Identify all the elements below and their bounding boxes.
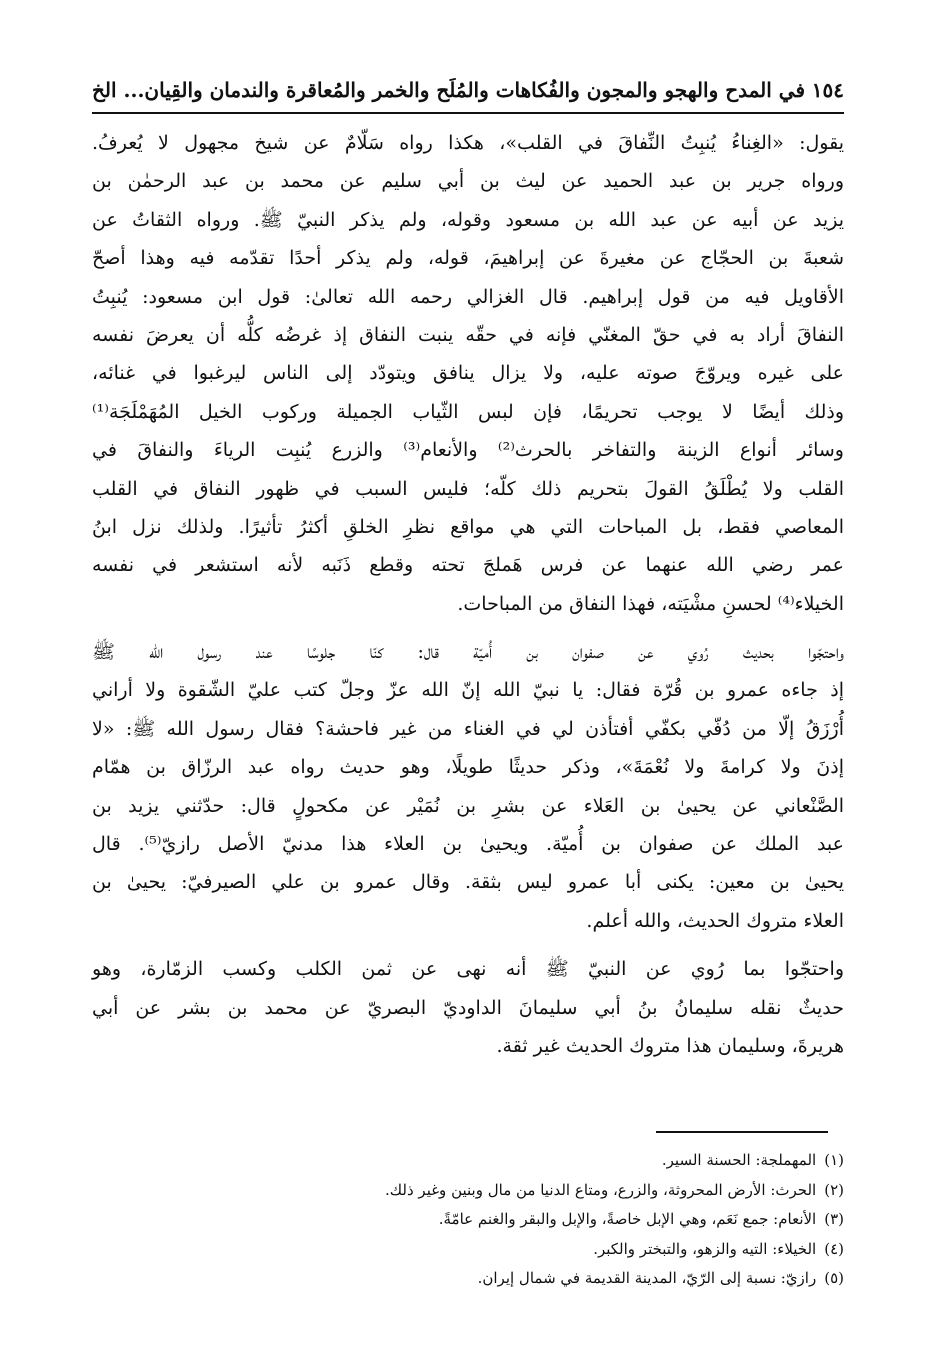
footnote-text: المهملجة: الحسنة السير.	[661, 1151, 817, 1169]
footnote-text: الأنعام: جمع نَعَم، وهي الإبل خاصةً، والإبل والبقر والغنم عامّةً.	[438, 1210, 817, 1229]
footnote-number: (٢)	[824, 1180, 844, 1199]
text-line: يزيد عن أبيه عن عبد الله بن مسعود وقوله، ولم يذكر النبيّ ﷺ. ورواه الثقاتُ عن	[92, 208, 844, 231]
text-line: شعبةَ بن الحجّاج عن مغيرةَ عن إبراهيمَ، قوله، ولم يذكر أحدًا تقدّمه فيه وهذا أصحّ	[92, 247, 844, 270]
text-line: وسائر أنواع الزينة والتفاخر بالحرث⁽²⁾ والأنعام⁽³⁾ والزرع يُنبِت الرياءَ والنفاقَ في	[92, 439, 844, 462]
footnotes	[92, 1146, 844, 1294]
paragraph-2	[92, 633, 844, 940]
text-line: القلب ولا يُطْلَقُ القولَ بتحريم ذلك كلّه؛ فليس السبب في ظهور النفاق في القلب	[92, 477, 844, 500]
text-line: أُرْزَقُ إلّا من دُفّي بكفّي أفتأذن لي في الغناء من غير فاحشة؟ فقال رسول الله ﷺ: «لا	[92, 717, 844, 740]
text-line: واحتجّوا بما رُوي عن النبيّ ﷺ أنه نهى عن ثمن الكلب وكسب الزمّارة، وهو	[92, 958, 844, 981]
text-line: حديثٌ نقله سليمانُ بنُ أبي سليمانَ الداوديّ البصريّ عن محمد بن بشر عن أبي	[92, 996, 844, 1019]
main-text	[92, 124, 844, 1065]
footnote-1	[92, 1146, 844, 1176]
page-number: ١٥٤	[811, 78, 844, 102]
footnote-number: (١)	[824, 1151, 844, 1169]
paragraph-3	[92, 950, 844, 1065]
text-line: إذ جاءه عمرو بن قُرّة فقال: يا نبيّ الله إنّ الله عزّ وجلّ كتب عليّ الشّقوة ولا أراني	[92, 679, 844, 702]
footnote-divider	[656, 1131, 828, 1133]
text-line: يقول: «الغِناءُ يُنبِتُ النِّفاقَ في القلب»، هكذا رواه سَلّامٌ عن شيخ مجهول لا يُعرفُ.	[92, 132, 844, 154]
text-line: ورواه جرير بن عبد الحميد عن ليث بن أبي سليم عن محمد بن عبد الرحمٰن بن	[92, 170, 844, 193]
text-line: على غيره ويروّجَ صوته عليه، ولا يزال ينافق ويتودّد إلى الناس ليرغبوا في غنائه،	[92, 362, 844, 385]
text-line: النفاقَ أراد به في حقّ المغنّي فإنه في حقّه ينبت النفاق إذ غرضُه كلُّه أن يعرضَ نفسه	[92, 323, 844, 346]
header-divider	[92, 112, 844, 114]
text-line: الصَّنْعاني عن يحيىٰ بن العَلاء عن بشرِ بن نُمَيْر عن مكحولٍ قال: حدّثني يزيد بن	[92, 794, 844, 817]
text-line: الخيلاء⁽⁴⁾ لحسنِ مشْيَته، فهذا النفاق من المباحات.	[457, 592, 844, 615]
text-line: وذلك أيضًا لا يوجب تحريمًا، فإن لبس الثّياب الجميلة وركوب الخيل المُهَمْلَجَة⁽¹⁾	[92, 400, 844, 423]
text-line: واحتجّوا بحديث رُوي عن صفوان بن أُميّة قال: كنّا جلوسًا عند رسول الله ﷺ	[92, 641, 844, 664]
text-line: عمر رضي الله عنهما عن فرس هَملجَ تحته وقطع ذَنَبه لأنه استشعر في نفسه	[92, 554, 844, 577]
text-line: يحيىٰ بن معين: يكنى أبا عمرو ليس بثقة. وقال عمرو بن علي الصيرفيّ: يحيىٰ بن	[92, 871, 844, 894]
footnote-2	[92, 1176, 844, 1206]
footnote-5	[92, 1264, 844, 1294]
footnote-number: (٣)	[824, 1210, 844, 1229]
text-line: هريرةَ، وسليمان هذا متروك الحديث غير ثقة.	[496, 1034, 844, 1057]
footnote-text: رازيّ: نسبة إلى الرّيّ، المدينة القديمة في شمال إيران.	[477, 1269, 817, 1288]
text-line: عبد الملك عن صفوان بن أُميّة. ويحيىٰ بن العلاء هذا مدنيّ الأصل رازيّ⁽⁵⁾. قال	[92, 833, 845, 856]
paragraph-1	[92, 124, 844, 623]
text-line: الأقاويل فيه من قول إبراهيم. قال الغزالي رحمه الله تعالىٰ: قول ابن مسعود: يُنبِتُ	[92, 285, 844, 308]
page-header	[92, 74, 844, 106]
text-line: العلاء متروك الحديث، والله أعلم.	[586, 909, 844, 932]
footnote-number: (٥)	[824, 1269, 844, 1288]
footnote-3	[92, 1205, 844, 1235]
text-line: المعاصي فقط، بل المباحات التي هي مواقع نظرِ الخلقِ أكثرُ تأثيرًا. ولذلك نزل ابنُ	[92, 515, 844, 538]
footnote-text: الخيلاء: التيه والزهو، والتبختر والكبر.	[593, 1239, 817, 1258]
text-line: إذنَ ولا كرامةَ ولا نُعْمَةَ»، وذكر حديثًا طويلًا، وهو حديث رواه عبد الرزّاق بن همّام	[92, 756, 844, 779]
footnote-4	[92, 1235, 844, 1265]
footnote-number: (٤)	[824, 1239, 844, 1258]
footnote-text: الحرث: الأرض المحروثة، والزرع، ومتاع الدنيا من مال وبنين وغير ذلك.	[384, 1180, 817, 1199]
running-title: في المدح والهجو والمجون والفُكاهات والمُلَح والخمر والمُعاقرة والندمان والقِيان... الخ	[92, 78, 806, 102]
